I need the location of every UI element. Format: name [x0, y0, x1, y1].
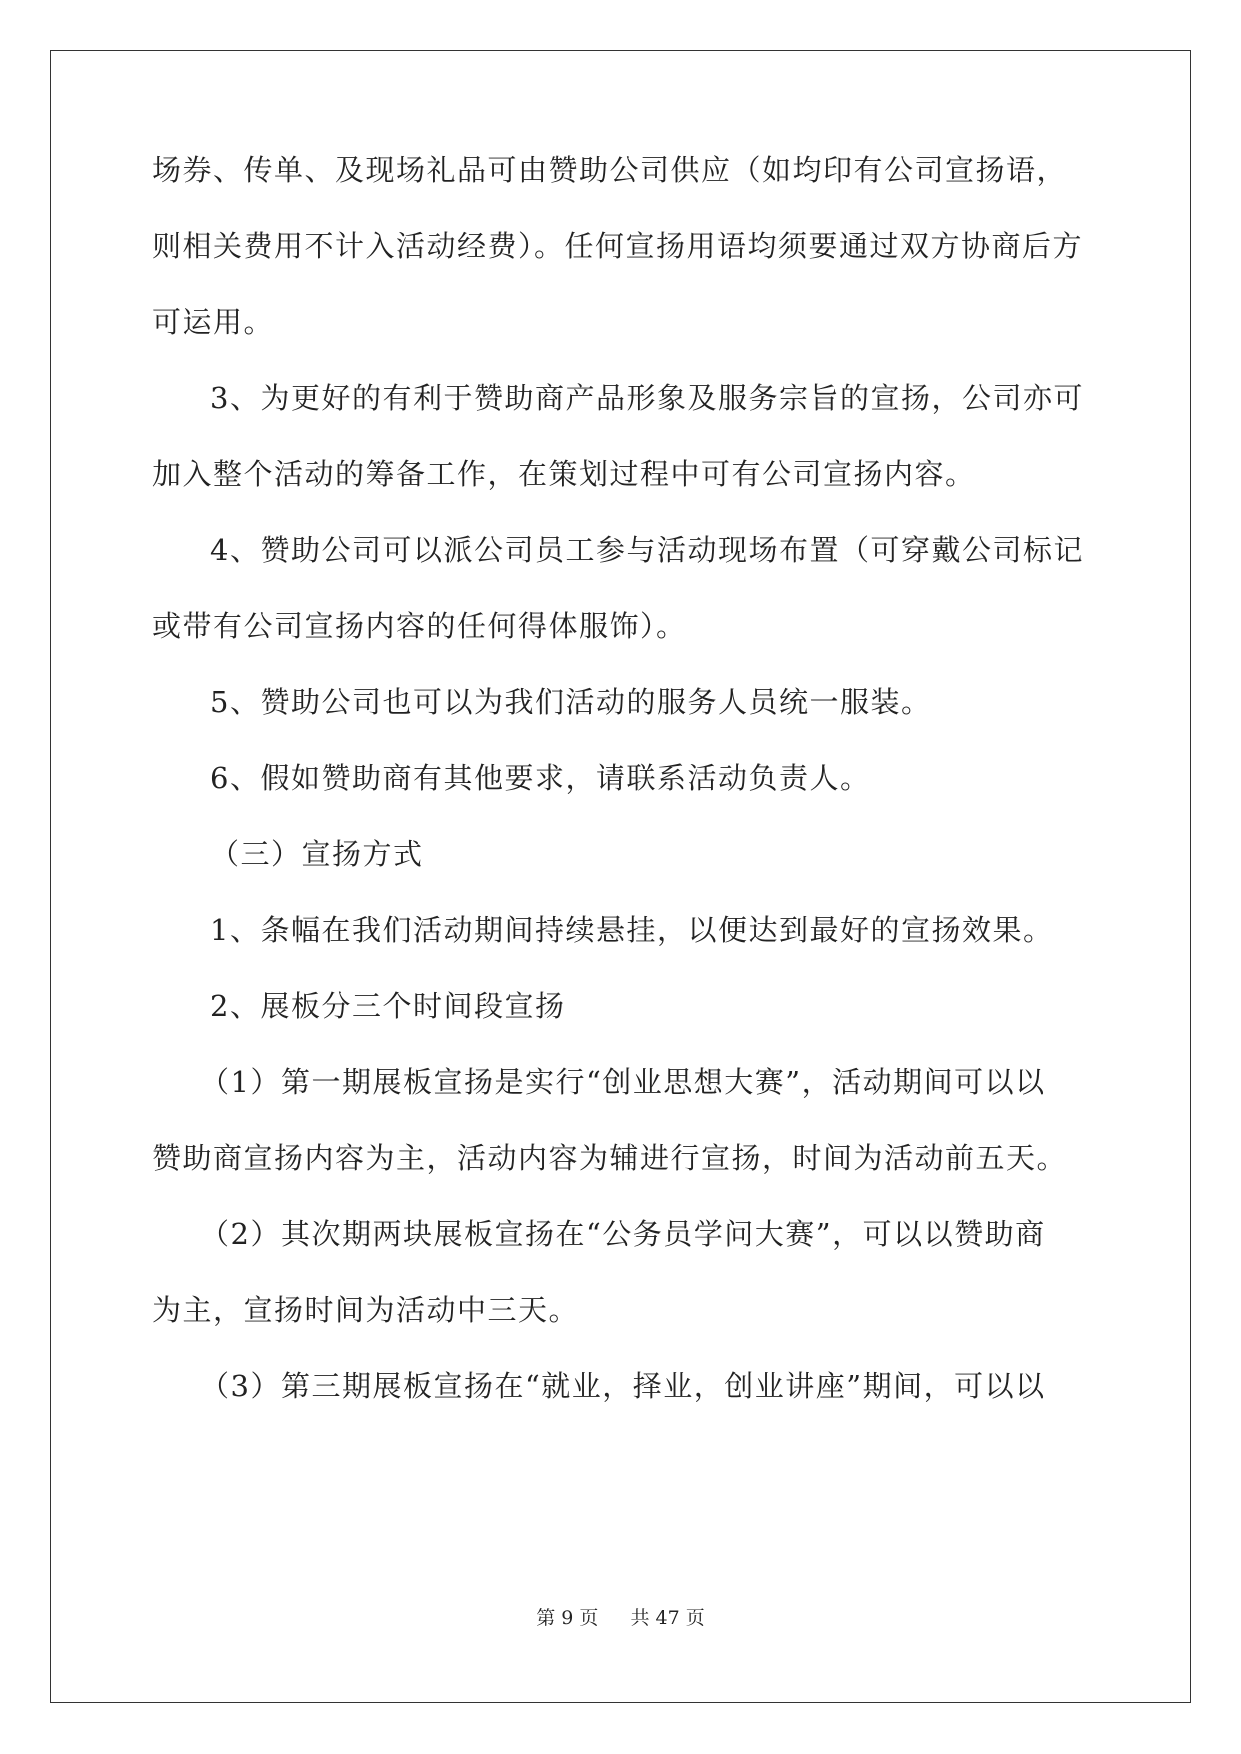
text-line: 则相关费用不计入活动经费）。任何宣扬用语均须要通过双方协商后方	[152, 229, 1084, 263]
text-line: 5、赞助公司也可以为我们活动的服务人员统一服装。	[210, 685, 932, 719]
text-line: 为主，宣扬时间为活动中三天。	[152, 1293, 580, 1327]
page-footer	[0, 1603, 1241, 1630]
text-line: （1）第一期展板宣扬是实行“创业思想大赛”，活动期间可以以	[200, 1065, 1046, 1099]
text-line: 2、展板分三个时间段宣扬	[210, 989, 566, 1023]
section-heading: （三）宣扬方式	[210, 837, 424, 871]
text-line: 赞助商宣扬内容为主，活动内容为辅进行宣扬，时间为活动前五天。	[152, 1141, 1068, 1175]
text-line: 场券、传单、及现场礼品可由赞助公司供应（如均印有公司宣扬语，	[152, 153, 1068, 187]
text-line: （2）其次期两块展板宣扬在“公务员学问大赛”，可以以赞助商	[200, 1217, 1046, 1251]
page-total: 共 47 页	[630, 1607, 705, 1629]
text-line: 可运用。	[152, 305, 275, 339]
text-line: 4、赞助公司可以派公司员工参与活动现场布置（可穿戴公司标记	[210, 533, 1084, 567]
page-number: 第 9 页	[536, 1607, 599, 1629]
text-line: （3）第三期展板宣扬在“就业，择业，创业讲座”期间，可以以	[200, 1369, 1046, 1403]
text-line: 6、假如赞助商有其他要求，请联系活动负责人。	[210, 761, 871, 795]
text-line: 或带有公司宣扬内容的任何得体服饰）。	[152, 609, 687, 643]
page-border	[50, 50, 1191, 1703]
text-line: 加入整个活动的筹备工作，在策划过程中可有公司宣扬内容。	[152, 457, 976, 491]
text-line: 3、为更好的有利于赞助商产品形象及服务宗旨的宣扬，公司亦可	[210, 381, 1084, 415]
text-line: 1、条幅在我们活动期间持续悬挂，以便达到最好的宣扬效果。	[210, 913, 1054, 947]
